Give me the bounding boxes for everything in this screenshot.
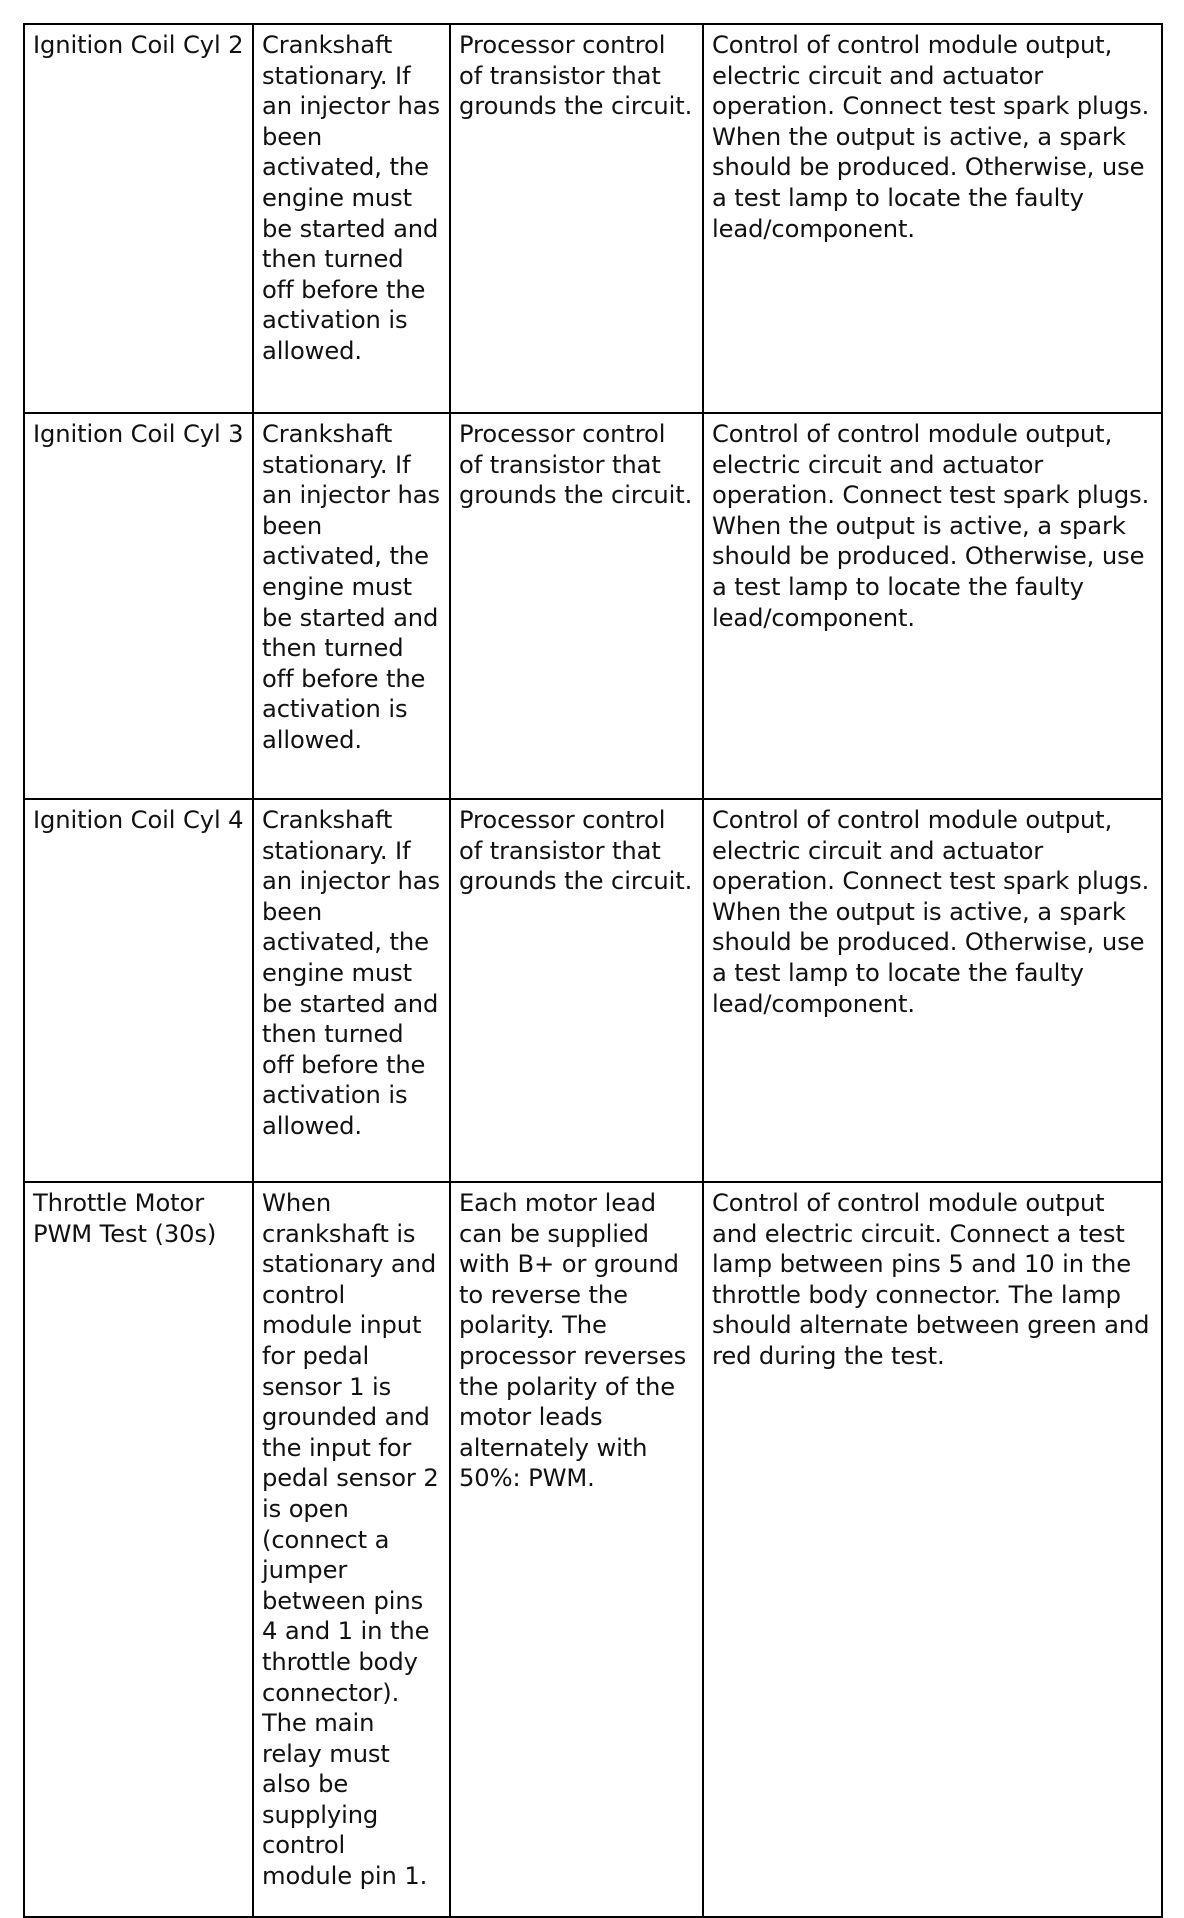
condition-cell: Crankshaft stationary. If an injector has been activated, the engine must be started and then turned off before the activation is allowed. [253, 24, 450, 413]
description-cell: Control of control module output, electric circuit and actuator operation. Connect test spark plugs. When the output is active, a spark should be produced. Otherwise, use a test lamp to locate the faulty lead/component. [703, 799, 1162, 1182]
table-row [24, 1182, 1162, 1917]
function-cell: Processor control of transistor that grounds the circuit. [450, 413, 703, 799]
function-cell: Processor control of transistor that grounds the circuit. [450, 799, 703, 1182]
condition-cell: When crankshaft is stationary and control module input for pedal sensor 1 is grounded and the input for pedal sensor 2 is open (connect a jumper between pins 4 and 1 in the throttle body connector). The main relay must also be supplying control module pin 1. [253, 1182, 450, 1917]
description-cell: Control of control module output, electric circuit and actuator operation. Connect test spark plugs. When the output is active, a spark should be produced. Otherwise, use a test lamp to locate the faulty lead/component. [703, 413, 1162, 799]
component-name-cell: Ignition Coil Cyl 4 [24, 799, 253, 1182]
condition-cell: Crankshaft stationary. If an injector has been activated, the engine must be started and then turned off before the activation is allowed. [253, 413, 450, 799]
description-cell: Control of control module output and electric circuit. Connect a test lamp between pins 5 and 10 in the throttle body connector. The lamp should alternate between green and red during the test. [703, 1182, 1162, 1917]
component-name-cell: Ignition Coil Cyl 3 [24, 413, 253, 799]
table-row [24, 799, 1162, 1182]
description-cell: Control of control module output, electric circuit and actuator operation. Connect test spark plugs. When the output is active, a spark should be produced. Otherwise, use a test lamp to locate the faulty lead/component. [703, 24, 1162, 413]
activation-test-table [23, 23, 1163, 1918]
table-row [24, 413, 1162, 799]
component-name-cell: Throttle Motor PWM Test (30s) [24, 1182, 253, 1917]
table-row [24, 24, 1162, 413]
condition-cell: Crankshaft stationary. If an injector has been activated, the engine must be started and then turned off before the activation is allowed. [253, 799, 450, 1182]
function-cell: Each motor lead can be supplied with B+ or ground to reverse the polarity. The processor reverses the polarity of the motor leads alternately with 50%: PWM. [450, 1182, 703, 1917]
component-name-cell: Ignition Coil Cyl 2 [24, 24, 253, 413]
function-cell: Processor control of transistor that grounds the circuit. [450, 24, 703, 413]
